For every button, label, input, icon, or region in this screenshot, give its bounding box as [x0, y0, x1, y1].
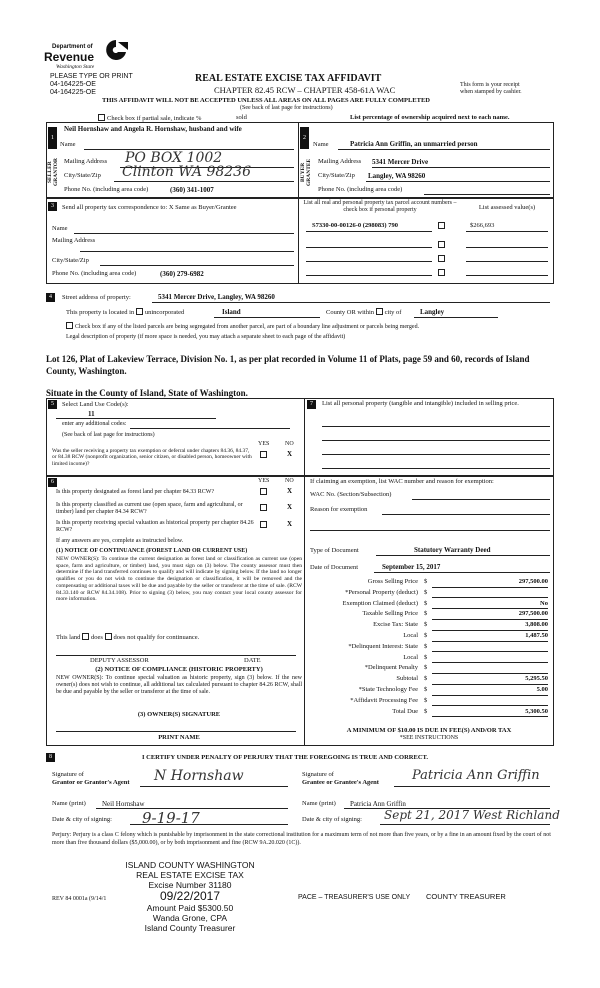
stamp-line-1: ISLAND COUNTY WASHINGTON [125, 860, 255, 870]
section-3-marker: 3 [48, 202, 57, 211]
grantee-sig-label1: Signature of [302, 771, 334, 778]
tax-row-underline [432, 597, 548, 598]
certify-text: I CERTIFY UNDER PENALTY OF PERJURY THAT THE FOREGOING IS TRUE AND CORRECT. [142, 754, 429, 761]
grantor-name-value[interactable]: Neil Hornshaw [102, 800, 145, 808]
unincorporated-checkbox[interactable] [136, 308, 143, 315]
tax-row-value[interactable]: 297,500.00 [518, 578, 548, 585]
tax-row-value[interactable]: 1,487.50 [525, 632, 548, 639]
tax-row-label: Subtotal [396, 675, 418, 683]
seller-city-label: City/State/Zip [64, 172, 101, 179]
tax-row-currency: $ [424, 642, 428, 650]
dept-line3: Washington State [56, 64, 95, 70]
tax-row-label: *Delinquent Penalty [364, 664, 418, 672]
tax-row-value[interactable]: 3,808.00 [525, 621, 548, 629]
section-2-marker: 2 [300, 127, 309, 149]
tax-row-currency: $ [424, 686, 428, 693]
treasurer-stamp [110, 860, 270, 933]
unincorporated-label: unincorporated [144, 309, 185, 316]
partial-sale-label: Check box if partial sale, indicate % [107, 115, 202, 122]
tax-row-currency: $ [424, 675, 428, 683]
city-value[interactable]: Langley [420, 308, 445, 316]
tax-row-value[interactable]: 5,300.50 [525, 707, 548, 715]
tax-row-label: Exemption Claimed (deduct) [342, 599, 418, 607]
see-instructions: *SEE INSTRUCTIONS [399, 735, 459, 741]
land-qualify-row [56, 633, 199, 641]
exempt-question: Was the seller receiving a property tax exemption or deferral under chapters 84.36, 84.37, or 84.38 RCW (nonprofit organization, senior citizen, or disabled person, homeowner with limited income)? [52, 448, 252, 467]
corr-phone-value[interactable]: (360) 279-6982 [160, 270, 204, 278]
tax-row-underline [432, 608, 548, 609]
partial-sale-checkbox[interactable] [98, 114, 105, 121]
if-yes-note: If any answers are yes, complete as instructed below. [56, 538, 184, 544]
segregated-label: Check box if any of the listed parcels are being segregated from another parcel, are part of a boundary line adjustment or parcels being merged. [75, 324, 420, 330]
deputy-assessor-label: DEPUTY ASSESSOR [90, 657, 149, 664]
parcel-header: List all real and personal property tax parcel account numbers – check box if personal property [303, 200, 457, 213]
see-back-note: (See back of last page for instructions) [240, 105, 333, 111]
buyer-phone-label: Phone No. (including area code) [318, 186, 403, 193]
stamp-line-7: Island County Treasurer [144, 923, 236, 933]
historic-no-answer[interactable]: X [287, 520, 293, 528]
tax-row-label: Local [403, 632, 418, 639]
pace-label: PACE – TREASURER'S USE ONLY [298, 894, 411, 901]
reason-label: Reason for exemption [310, 506, 368, 513]
form-code-2: 04-164225-OE [50, 89, 96, 96]
corr-city-label: City/State/Zip [52, 257, 89, 264]
land-use-value[interactable]: 11 [88, 410, 95, 418]
additional-codes-label: enter any additional codes: [62, 421, 127, 427]
parcel-value[interactable]: S7330-00-00126-0 (298083) 790 [312, 222, 398, 229]
current-use-question: Is this property classified as current use (open space, farm and agricultural, or timber) land per chapter 84.34 RCW? [56, 502, 243, 515]
buyer-mailing-value[interactable]: 5341 Mercer Drive [372, 158, 429, 166]
grantor-name-label: Name (print) [52, 800, 86, 807]
exempt-no-answer[interactable]: X [287, 450, 293, 458]
tax-row-label: Local [403, 653, 418, 661]
tax-row-underline [432, 630, 548, 631]
segregated-checkbox[interactable] [66, 322, 73, 329]
tax-row-currency: $ [424, 653, 428, 661]
grantee-signature[interactable]: Patricia Ann Griffin [412, 768, 540, 783]
does-not-checkbox[interactable] [105, 633, 112, 640]
section-6-marker: 6 [48, 478, 57, 487]
same-as-buyer[interactable]: X Same as Buyer/Grantee [168, 204, 237, 211]
tax-row-label: *Personal Property (deduct) [345, 588, 418, 596]
tax-row-underline [432, 651, 548, 652]
parcel-personal-checkbox-1[interactable] [438, 222, 445, 229]
seller-phone-label: Phone No. (including area code) [64, 186, 149, 193]
notice2-body: NEW OWNER(S): To continue special valuation as historic property, sign (3) below. If the new owner(s) does not wish to continue, all additional tax calculated pursuant to chapter 84.26 RCW, shall be due and payable by the seller or transferor at the time of sale. [56, 675, 302, 696]
current-use-no-answer[interactable]: X [287, 503, 293, 511]
parcel-personal-checkbox-4[interactable] [438, 269, 445, 276]
buyer-city-label: City/State/Zip [318, 172, 355, 179]
grantor-sig-label2: Grantor or Grantor's Agent [52, 779, 130, 786]
tax-row-underline [432, 684, 548, 685]
seller-city-value[interactable]: Clinton WA 98236 [122, 164, 251, 180]
grantee-date-value[interactable]: Sept 21, 2017 West Richland [384, 808, 560, 822]
section-5-marker: 5 [48, 400, 57, 409]
street-value[interactable]: 5341 Mercer Drive, Langley, WA 98260 [158, 293, 275, 301]
seller-mailing-value[interactable]: PO BOX 1002 [125, 150, 223, 166]
sec6-no: NO [285, 478, 294, 484]
grantee-name-value[interactable]: Patricia Ann Griffin [350, 800, 406, 808]
dor-logo-icon [102, 38, 130, 62]
city-of-label: city of [384, 309, 402, 316]
form-title: REAL ESTATE EXCISE TAX AFFIDAVIT [195, 73, 382, 84]
tax-row-underline [432, 619, 548, 620]
grantee-date-label: Date & city of signing: [302, 816, 362, 823]
legal-label: Legal description of property (if more space is needed, you may attach a separate sheet to each page of the affidavit) [66, 334, 346, 340]
notice1-body: NEW OWNER(S): To continue the current designation as forest land or classification as current use (open space, farm and agriculture, or timber) land, you must sign on (3) below. The county assessor must then determine if the land transferred continues to qualify and will indicate by signing below. If the land no longer qualifies or you do not wish to continue the designation or classification, it will be removed and the compensating or additional taxes will be due and payable by the seller or transferor at the time of sale. (RCW 84.33.140 or RCW 84.34.108). Prior to signing (3) below, you may contact your local county assessor for more information. [56, 556, 302, 603]
stamp-line-4: 09/22/2017 [159, 889, 221, 903]
list-pct-label: List percentage of ownership acquired next to each name. [350, 114, 510, 121]
correspondence-label [62, 204, 237, 211]
street-label: Street address of property: [62, 294, 131, 301]
historic-yes-checkbox[interactable] [260, 521, 267, 528]
tax-row-underline [432, 641, 548, 642]
doc-type-value[interactable]: Statutory Warranty Deed [414, 546, 491, 554]
county-treasurer-label: COUNTY TREASURER [426, 892, 506, 901]
tax-row-underline [432, 587, 548, 588]
notice2-title: (2) NOTICE OF COMPLIANCE (HISTORIC PROPERTY) [95, 666, 263, 673]
stamp-line-3: Excise Number 31180 [148, 880, 232, 890]
section-4-marker: 4 [46, 293, 55, 302]
tax-row-label: *State Technology Fee [358, 686, 418, 693]
receipt-note-1: This form is your receipt [460, 82, 520, 88]
sec6-yes: YES [258, 478, 270, 484]
tax-row-value[interactable]: 297,500.00 [518, 610, 548, 618]
parcel-personal-checkbox-3[interactable] [438, 255, 445, 262]
grantor-sig-label1: Signature of [52, 771, 84, 778]
city-checkbox[interactable] [376, 308, 383, 315]
grantor-signature[interactable]: N Hornshaw [154, 768, 244, 784]
buyer-name-label: Name [313, 141, 329, 148]
dor-logo [44, 38, 134, 74]
seller-name-label: Name [60, 141, 76, 148]
grantee-name-label: Name (print) [302, 800, 336, 807]
tax-row-underline [432, 716, 548, 717]
tax-row-underline [432, 662, 548, 663]
land-use-label: Select Land Use Code(s): [62, 401, 129, 408]
seller-phone-value[interactable]: (360) 341-1007 [170, 186, 214, 194]
tax-row-currency: $ [424, 696, 428, 704]
corr-mailing-label: Mailing Address [52, 237, 96, 244]
tax-row-currency: $ [424, 621, 428, 629]
tax-row-label: Gross Selling Price [367, 578, 418, 585]
historic-question: Is this property receiving special valuation as historical property per chapter 84.26 RCW? [56, 520, 254, 533]
form-chapter: CHAPTER 82.45 RCW – CHAPTER 458-61A WAC [214, 85, 396, 95]
county-or-label: County OR within [326, 309, 375, 316]
sold-label: sold [236, 114, 247, 121]
does-not-label: does not qualify for continuance. [113, 634, 200, 641]
section-7-marker: 7 [307, 400, 316, 409]
county-value[interactable]: Island [222, 308, 241, 316]
doc-date-value[interactable]: September 15, 2017 [382, 563, 441, 571]
buyer-mailing-label: Mailing Address [318, 158, 362, 165]
tax-row-underline [432, 673, 548, 674]
tax-row-currency: $ [424, 588, 428, 596]
rev-code: REV 84 0001a (9/14/1 [52, 896, 107, 902]
section-8-marker: 8 [46, 753, 55, 762]
tax-row-currency: $ [424, 707, 428, 715]
deputy-date-label: DATE [244, 657, 261, 664]
dept-line1: Department of [52, 44, 93, 50]
tax-row-currency: $ [424, 599, 428, 607]
tax-row-currency: $ [424, 610, 428, 618]
corr-name-label: Name [52, 225, 68, 232]
print-instructions: PLEASE TYPE OR PRINT [50, 73, 133, 80]
segregated-row [66, 322, 556, 331]
tax-row-label: *Affidavit Processing Fee [350, 696, 418, 704]
tax-row-currency: $ [424, 578, 428, 585]
tax-row-value[interactable]: 5,295.50 [525, 675, 548, 683]
grantor-date-label: Date & city of signing: [52, 816, 112, 823]
tax-row-value[interactable]: 5.00 [536, 686, 548, 693]
tax-table [310, 578, 550, 718]
does-checkbox[interactable] [82, 633, 89, 640]
stamp-line-6: Wanda Grone, CPA [152, 913, 228, 923]
section-1-marker: 1 [48, 127, 57, 149]
sec5-yes: YES [258, 441, 270, 447]
correspondence-label-text: Send all property tax correspondence to: [62, 204, 168, 211]
tax-row-label: *Delinquent Interest: State [348, 642, 418, 650]
legal-description[interactable]: Lot 126, Plat of Lakeview Terrace, Division No. 1, as per plat recorded in Volume 11 of Plats, page 59 and 60, records of Island County, Washington. [46, 354, 530, 376]
grantee-sig-label2: Grantee or Grantee's Agent [302, 779, 379, 786]
situate-text: Situate in the County of Island, State of Washington. [46, 388, 248, 398]
tax-row-label: Excise Tax: State [373, 621, 418, 629]
tax-row-underline [432, 695, 548, 696]
stamp-line-5: Amount Paid $5300.50 [146, 903, 234, 913]
corr-phone-label: Phone No. (including area code) [52, 270, 137, 277]
doc-date-label: Date of Document [310, 564, 359, 571]
tax-row-currency: $ [424, 664, 428, 672]
perjury-notice: Perjury: Perjury is a class C felony which is punishable by imprisonment in the state correctional institution for a maximum term of not more than five years, or by a fine in an amount fixed by the court of not more than five thousand dollars ($5,000.00), or by both imprisonment and fine (RCW 9A.20.020 (1C)). [52, 832, 551, 846]
land-use-see-back: (See back of last page for instructions) [62, 432, 155, 438]
grantor-date-value[interactable]: 9-19-17 [142, 809, 200, 827]
county-or-row [326, 308, 401, 316]
buyer-city-value[interactable]: Langley, WA 98260 [368, 172, 426, 180]
does-label: does [91, 634, 103, 641]
tax-row-label: Taxable Selling Price [362, 610, 418, 618]
land-does-label: This land [56, 634, 81, 641]
tax-row-underline [432, 705, 548, 706]
exempt-yes-checkbox[interactable] [260, 451, 267, 458]
forest-yes-checkbox[interactable] [260, 488, 267, 495]
parcel-personal-checkbox-2[interactable] [438, 241, 445, 248]
print-name-label: PRINT NAME [158, 734, 200, 741]
tax-row-value[interactable]: No [540, 599, 548, 607]
current-use-yes-checkbox[interactable] [260, 504, 267, 511]
doc-type-label: Type of Document [310, 547, 359, 554]
located-row [66, 308, 184, 316]
buyer-side-label: BUYER GRANTEE [300, 158, 312, 186]
forest-no-answer[interactable]: X [287, 487, 293, 495]
seller-side-label: SELLER GRANTOR [47, 158, 59, 187]
seller-mailing-label: Mailing Address [64, 158, 108, 165]
stamp-line-2: REAL ESTATE EXCISE TAX [136, 870, 244, 880]
dept-line2: Revenue [44, 50, 95, 64]
tax-row-label: Total Due [392, 707, 418, 715]
personal-property-label: List all personal property (tangible and intangible) included in selling price. [322, 400, 519, 407]
buyer-name-value[interactable]: Patricia Ann Griffin, an unmarried person [350, 140, 478, 148]
assessed-value[interactable]: $266,693 [470, 222, 495, 229]
receipt-note-2: when stamped by cashier. [460, 89, 522, 95]
sec5-no: NO [285, 441, 294, 447]
tax-row-currency: $ [424, 632, 428, 639]
minimum-due: A MINIMUM OF $10.00 IS DUE IN FEE(S) AND/OR TAX [346, 727, 512, 734]
notice1-title: (1) NOTICE OF CONTINUANCE (FOREST LAND OR CURRENT USE) [56, 548, 248, 554]
wac-label: WAC No. (Section/Subsection) [310, 491, 392, 498]
seller-name-value: Neil Hornshaw and Angela R. Hornshaw, husband and wife [64, 125, 242, 133]
owner-signature-label: (3) OWNER(S) SIGNATURE [137, 711, 221, 718]
located-label: This property is located in [66, 309, 135, 316]
forest-question: Is this property designated as forest land per chapter 84.33 RCW? [56, 489, 215, 495]
warning-text: THIS AFFIDAVIT WILL NOT BE ACCEPTED UNLESS ALL AREAS ON ALL PAGES ARE FULLY COMPLETED [102, 97, 430, 104]
exemption-claim-label: If claiming an exemption, list WAC number and reason for exemption: [310, 478, 494, 485]
assessed-header: List assessed value(s) [478, 204, 536, 211]
form-code-1: 04-164225-OE [50, 81, 96, 88]
